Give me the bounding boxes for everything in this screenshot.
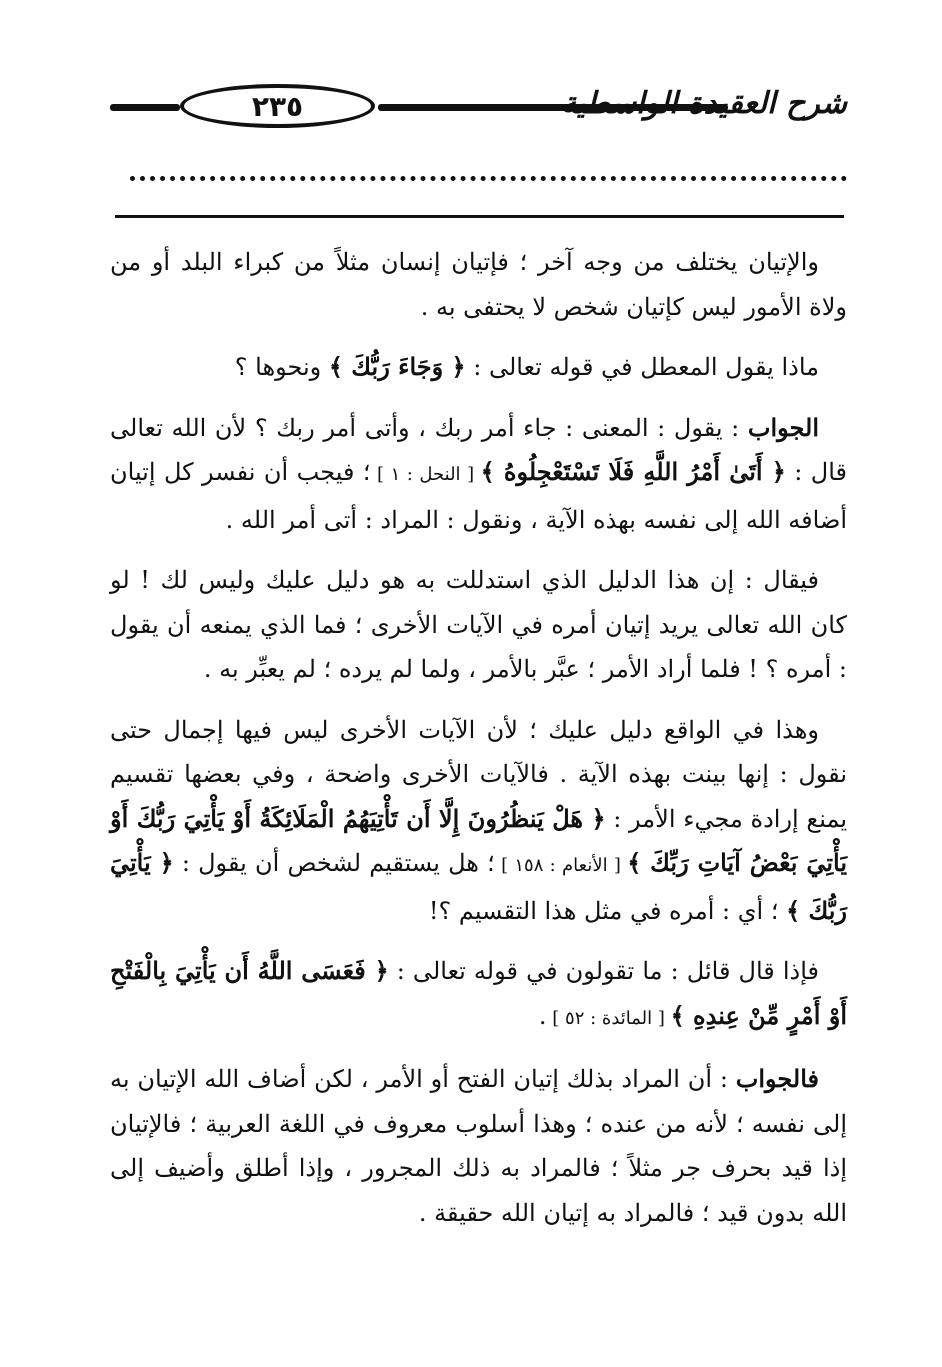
book-title: شرح العقيدة الواسطية xyxy=(561,86,847,121)
paragraph-1 xyxy=(110,240,847,329)
verse-citation: [ النحل : ١ ] xyxy=(370,464,481,485)
paragraph-text: فيقال : إن هذا الدليل الذي استدللت به هو دليل عليك وليس لك ! لو كان الله تعالى يريد إتيان أمره في الآيات الأخرى ؛ فما الذي يمنعه أن يقول : أمره ؟ ! فلما أراد الأمر ؛ عبَّر بالأمر ، ولما لم يرده ؛ لم يعبِّر به . xyxy=(110,566,847,683)
page-header xyxy=(110,84,847,128)
quran-verse: ﴿ فَعَسَى اللَّهُ أَن يَأْتِيَ بِالْفَتْحِ أَوْ أَمْرٍ مِّنْ عِندِهِ ﴾ xyxy=(110,956,847,1030)
verse-citation: [ المائدة : ٥٢ ] xyxy=(546,1007,671,1029)
paragraph-3 xyxy=(110,406,847,543)
quran-verse: ﴿ هَلْ يَنظُرُونَ إِلَّا أَن تَأْتِيَهُمُ الْمَلَائِكَةُ أَوْ يَأْتِيَ رَبُّكَ أَوْ يَأْتِيَ بَعْضُ آيَاتِ رَبِّكَ ﴾ xyxy=(110,803,848,877)
verse-citation: [ الأنعام : ١٥٨ ] xyxy=(494,855,628,876)
answer-label: الجواب xyxy=(747,412,819,442)
quran-verse: ﴿ يَأْتِيَ رَبُّكَ ﴾ xyxy=(110,848,847,925)
paragraph-text: ؛ فيجب أن نفسر كل إتيان أضافه الله إلى نفسه بهذه الآية ، ونقول : المراد : أتى أمر الله . xyxy=(110,458,847,534)
paragraph-4 xyxy=(110,558,847,692)
dotted-divider xyxy=(130,176,847,181)
paragraph-text: : أن المراد بذلك إتيان الفتح أو الأمر ، لكن أضاف الله الإتيان به إلى نفسه ؛ لأنه من عنده ؛ وهذا أسلوب معروف في اللغة العربية ؛ فالإتيان إذا قيد بحرف جر مثلاً ؛ فالمراد به ذلك المجرور ، وإذا أطلق وأضيف إلى الله بدون قيد ؛ فالمراد به إتيان الله حقيقة . xyxy=(110,1065,847,1227)
body-text xyxy=(110,240,847,1251)
page-number: ٢٣٥ xyxy=(180,84,375,128)
footnote-separator xyxy=(115,215,844,218)
quran-verse: ﴿ أَتَىٰ أَمْرُ اللَّهِ فَلَا تَسْتَعْجِلُوهُ ﴾ xyxy=(480,457,786,486)
paragraph-text: والإتيان يختلف من وجه آخر ؛ فإتيان إنسان مثلاً من كبراء البلد أو من ولاة الأمور ليس كإتيان شخص لا يحتفى به . xyxy=(110,248,847,321)
paragraph-6 xyxy=(110,949,847,1041)
paragraph-text: : يقول : المعنى : جاء أمر ربك ، وأتى أمر ربك ؟ لأن الله تعالى قال : xyxy=(110,413,847,486)
paragraph-text: ؛ أي : أمره في مثل هذا التقسيم ؟! xyxy=(428,896,787,925)
paragraph-5 xyxy=(110,708,847,934)
answer-label: فالجواب xyxy=(735,1064,819,1093)
paragraph-7 xyxy=(110,1057,847,1235)
paragraph-text: ؛ هل يستقيم لشخص أن يقول : xyxy=(173,849,495,877)
paragraph-text: ونحوها ؟ xyxy=(234,353,329,381)
paragraph-text: وهذا في الواقع دليل عليك ؛ لأن الآيات الأخرى ليس فيها إجمال حتى نقول : إنها بينت بهذه الآية . فالآيات الأخرى واضحة ، وفي بعضها تقسيم يمنع إرادة مجيء الأمر : xyxy=(110,715,848,833)
header-rule-left xyxy=(110,104,180,111)
quran-verse: ﴿ وَجَاءَ رَبُّكَ ﴾ xyxy=(328,352,466,381)
paragraph-text: ماذا يقول المعطل في قوله تعالى : xyxy=(465,353,819,381)
paragraph-text: . xyxy=(538,1001,547,1030)
paragraph-text: فإذا قال قائل : ما تقولون في قوله تعالى : xyxy=(388,957,820,985)
paragraph-2 xyxy=(110,345,847,390)
